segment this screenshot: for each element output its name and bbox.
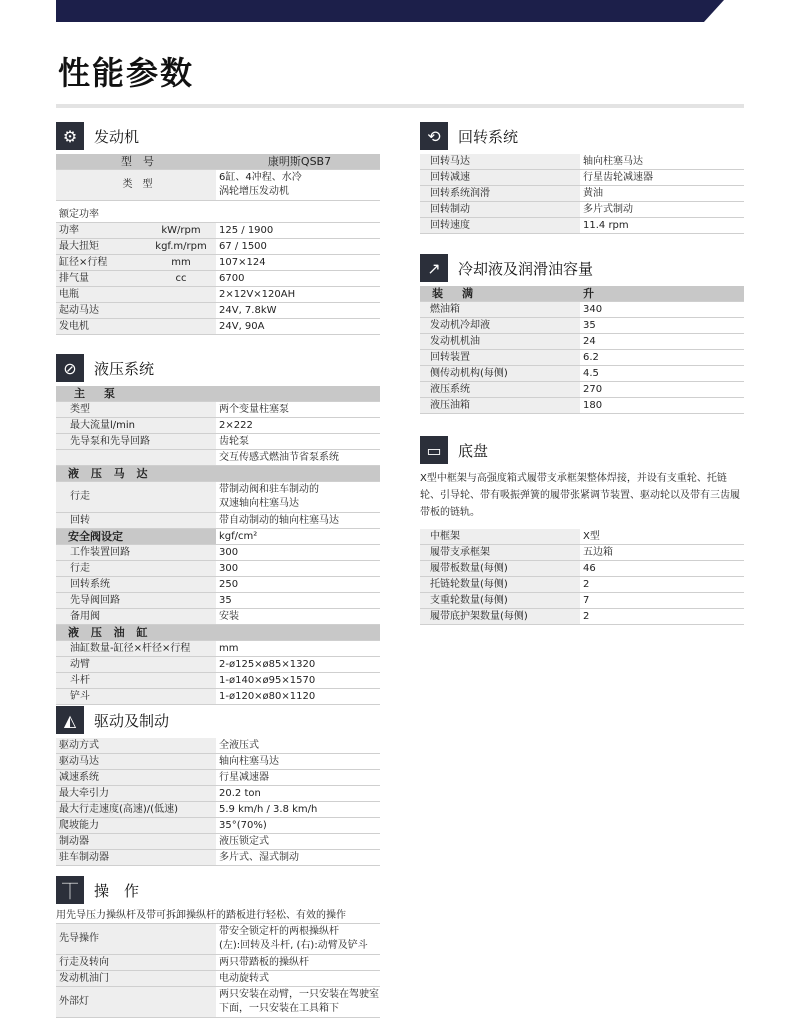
engine-section xyxy=(56,122,380,335)
row-label: 备用阀 xyxy=(70,610,100,622)
row-value: 125 / 1900 xyxy=(216,223,380,238)
row-value: 液压锁定式 xyxy=(216,834,380,849)
row-value: X型 xyxy=(580,529,744,544)
swing-row xyxy=(420,154,744,170)
row-value: 20.2 ton xyxy=(216,786,380,801)
swing-row xyxy=(420,218,744,234)
hydraulic-title: 液压系统 xyxy=(94,359,155,378)
undercarriage-row xyxy=(420,545,744,561)
row-label: 类型 xyxy=(70,403,90,415)
page-title: 性能参数 xyxy=(58,54,195,92)
cylinder-row xyxy=(56,641,380,657)
relief-row xyxy=(56,545,380,561)
row-label: 支重轮数量(每侧) xyxy=(430,594,508,606)
undercarriage-desc: X型中框架与高强度箱式履带支承框架整体焊接，并设有支重轮、托链轮、引导轮、带有吸振弹簧的履带张紧调节装置、驱动轮以及带有三齿履带板的链轨。 xyxy=(420,473,740,518)
row-value: 6.2 xyxy=(580,350,744,365)
row-label: 斗杆 xyxy=(70,674,90,686)
relief-row xyxy=(56,577,380,593)
cylinder-row xyxy=(56,657,380,673)
row-value: 24 xyxy=(580,334,744,349)
row-label: 侧传动机构(每侧) xyxy=(430,367,508,379)
engine-icon: ⚙ xyxy=(56,122,84,150)
drive-row xyxy=(56,770,380,786)
light-row: 外部灯 两只安装在动臂，一只安装在驾驶室 下面，一只安装在工具箱下 xyxy=(56,987,380,1018)
row-unit: kgf.m/rpm xyxy=(155,240,207,252)
capacity-row xyxy=(420,318,744,334)
pump-row xyxy=(56,434,380,450)
capacity-title: 冷却液及润滑油容量 xyxy=(458,259,594,278)
operation-section xyxy=(56,876,380,1018)
swing-motor-row: 回转 带自动制动的轴向柱塞马达 xyxy=(56,513,380,529)
row-label: 铲斗 xyxy=(70,690,90,702)
capacity-row xyxy=(420,350,744,366)
row-label: 油缸数量-缸径×杆径×行程 xyxy=(70,642,191,654)
throttle-row: 发动机油门 电动旋转式 xyxy=(56,971,380,987)
row-label: 最大行走速度(高速)/(低速) xyxy=(59,803,178,815)
row-value: 35 xyxy=(216,593,380,608)
relief-row xyxy=(56,561,380,577)
capacity-row xyxy=(420,398,744,414)
engine-title: 发动机 xyxy=(94,127,140,146)
row-value: 11.4 rpm xyxy=(580,218,744,233)
row-label: 液压油箱 xyxy=(430,399,470,411)
row-label: 发电机 xyxy=(59,320,89,332)
row-value: 2×12V×120AH xyxy=(216,287,380,302)
track-drive-icon: ◭ xyxy=(56,706,84,734)
travel-motor-row: 行走 带制动阀和驻车制动的 双速轴向柱塞马达 xyxy=(56,482,380,513)
pilot-row: 先导操作 带安全锁定杆的两根操纵杆 (左):回转及斗杆, (右):动臂及铲斗 xyxy=(56,924,380,955)
engine-row xyxy=(56,287,380,303)
engine-row xyxy=(56,319,380,335)
row-value: 67 / 1500 xyxy=(216,239,380,254)
row-label: 回转减速 xyxy=(430,171,470,183)
pump-row xyxy=(56,418,380,434)
row-value: 2 xyxy=(580,609,744,624)
swing-row xyxy=(420,202,744,218)
swing-section xyxy=(420,122,744,234)
row-value: 2-ø125×ø85×1320 xyxy=(216,657,380,672)
cylinder-heading: 液 压 油 缸 xyxy=(56,625,380,641)
row-value: 107×124 xyxy=(216,255,380,270)
row-label: 起动马达 xyxy=(59,304,99,316)
rotation-icon: ⟲ xyxy=(420,122,448,150)
row-value: 5.9 km/h / 3.8 km/h xyxy=(216,802,380,817)
row-value: 五边箱 xyxy=(580,545,744,560)
row-label: 减速系统 xyxy=(59,771,99,783)
row-value: 1-ø120×ø80×1120 xyxy=(216,689,380,704)
row-value: 多片式制动 xyxy=(580,202,744,217)
row-label: 功率 xyxy=(59,224,79,236)
row-unit: kW/rpm xyxy=(161,224,201,236)
drive-row xyxy=(56,786,380,802)
row-value: 轴向柱塞马达 xyxy=(216,754,380,769)
hydraulic-section xyxy=(56,354,380,705)
row-unit: mm xyxy=(171,256,191,268)
crawler-track-icon: ▭ xyxy=(420,436,448,464)
pump-row xyxy=(56,402,380,418)
engine-row xyxy=(56,255,380,271)
row-value: 2 xyxy=(580,577,744,592)
engine-type-row: 类 型 6缸、4冲程、水冷 涡轮增压发动机 xyxy=(56,170,380,201)
row-unit: cc xyxy=(175,272,187,284)
row-value: 多片式、湿式制动 xyxy=(216,850,380,865)
title-divider xyxy=(56,104,744,108)
drive-row xyxy=(56,802,380,818)
pump-row xyxy=(56,450,380,466)
relief-row xyxy=(56,593,380,609)
row-value: 轴向柱塞马达 xyxy=(580,154,744,169)
row-label: 驱动方式 xyxy=(59,739,99,751)
row-label: 动臂 xyxy=(70,658,90,670)
rated-power-label: 额定功率 xyxy=(56,207,380,223)
row-label: 回转装置 xyxy=(430,351,470,363)
relief-heading: 安全阀设定 kgf/cm² xyxy=(56,529,380,545)
row-value: 6700 xyxy=(216,271,380,286)
row-value: 250 xyxy=(216,577,380,592)
excavator-arm-icon: ↗ xyxy=(420,254,448,282)
row-value: 安装 xyxy=(216,609,380,624)
row-value: 7 xyxy=(580,593,744,608)
row-label: 中框架 xyxy=(430,530,460,542)
drive-row xyxy=(56,818,380,834)
row-label: 发动机机油 xyxy=(430,335,480,347)
engine-row xyxy=(56,303,380,319)
row-label: 履带支承框架 xyxy=(430,546,490,558)
row-label: 缸径×行程 xyxy=(59,256,108,268)
undercarriage-row xyxy=(420,609,744,625)
capacity-row xyxy=(420,382,744,398)
row-value: 300 xyxy=(216,561,380,576)
row-value: 黄油 xyxy=(580,186,744,201)
engine-model-row: 型 号 康明斯QSB7 xyxy=(56,154,380,170)
drive-row xyxy=(56,754,380,770)
row-value: 4.5 xyxy=(580,366,744,381)
row-label: 先导阀回路 xyxy=(70,594,120,606)
row-label: 驱动马达 xyxy=(59,755,99,767)
row-value: 300 xyxy=(216,545,380,560)
cylinder-row xyxy=(56,689,380,705)
undercarriage-row xyxy=(420,577,744,593)
row-value: 340 xyxy=(580,302,744,317)
row-value: 2×222 xyxy=(216,418,380,433)
undercarriage-title: 底盘 xyxy=(458,441,489,460)
row-label: 最大流量l/min xyxy=(70,419,136,431)
row-label: 回转制动 xyxy=(430,203,470,215)
row-label: 电瓶 xyxy=(59,288,79,300)
undercarriage-row xyxy=(420,529,744,545)
row-label: 制动器 xyxy=(59,835,89,847)
row-value: 行星减速器 xyxy=(216,770,380,785)
row-label: 最大扭矩 xyxy=(59,240,99,252)
row-label: 回转马达 xyxy=(430,155,470,167)
row-label: 履带底护架数量(每侧) xyxy=(430,610,528,622)
row-value: mm xyxy=(216,641,380,656)
row-value: 35°(70%) xyxy=(216,818,380,833)
motor-heading: 液 压 马 达 xyxy=(56,466,380,482)
row-value: 180 xyxy=(580,398,744,413)
row-value: 行星齿轮减速器 xyxy=(580,170,744,185)
row-label: 驻车制动器 xyxy=(59,851,109,863)
row-label: 行走 xyxy=(70,562,90,574)
row-value: 24V, 7.8kW xyxy=(216,303,380,318)
engine-row xyxy=(56,239,380,255)
drive-row xyxy=(56,834,380,850)
capacity-head: 装 满 升 xyxy=(420,286,744,302)
row-label: 发动机冷却液 xyxy=(430,319,490,331)
drive-row xyxy=(56,738,380,754)
capacity-section xyxy=(420,254,744,414)
row-value: 35 xyxy=(580,318,744,333)
main-pump-heading: 主 泵 xyxy=(56,386,380,402)
row-value: 270 xyxy=(580,382,744,397)
row-label: 工作装置回路 xyxy=(70,546,130,558)
row-label: 回转速度 xyxy=(430,219,470,231)
row-label: 先导泵和先导回路 xyxy=(70,435,150,447)
capacity-row xyxy=(420,302,744,318)
drive-section xyxy=(56,706,380,866)
row-label: 托链轮数量(每侧) xyxy=(430,578,508,590)
row-value: 1-ø140×ø95×1570 xyxy=(216,673,380,688)
undercarriage-row xyxy=(420,561,744,577)
drive-title: 驱动及制动 xyxy=(94,711,170,730)
row-value: 全液压式 xyxy=(216,738,380,753)
row-value: 齿轮泵 xyxy=(216,434,380,449)
row-value: 交互传感式燃油节省泵系统 xyxy=(216,450,380,465)
gauge-icon: ⊘ xyxy=(56,354,84,382)
capacity-row xyxy=(420,334,744,350)
swing-row xyxy=(420,186,744,202)
operation-intro: 用先导压力操纵杆及带可拆卸操纵杆的踏板进行轻松、有效的操作 xyxy=(56,908,380,924)
undercarriage-section xyxy=(420,436,744,625)
row-value: 两个变量柱塞泵 xyxy=(216,402,380,417)
joystick-icon: ⏉ xyxy=(56,876,84,904)
engine-row xyxy=(56,271,380,287)
row-label: 履带板数量(每侧) xyxy=(430,562,508,574)
row-value: 46 xyxy=(580,561,744,576)
relief-row xyxy=(56,609,380,625)
row-label: 排气量 xyxy=(59,272,89,284)
row-label: 回转系统润滑 xyxy=(430,187,490,199)
travel-steer-row: 行走及转向 两只带踏板的操纵杆 xyxy=(56,955,380,971)
operation-title: 操 作 xyxy=(94,881,140,900)
row-label: 最大牵引力 xyxy=(59,787,109,799)
row-label: 爬坡能力 xyxy=(59,819,99,831)
top-banner xyxy=(56,0,724,22)
undercarriage-row xyxy=(420,593,744,609)
engine-row xyxy=(56,223,380,239)
swing-row xyxy=(420,170,744,186)
swing-title: 回转系统 xyxy=(458,127,519,146)
cylinder-row xyxy=(56,673,380,689)
row-label: 液压系统 xyxy=(430,383,470,395)
capacity-row xyxy=(420,366,744,382)
row-label: 回转系统 xyxy=(70,578,110,590)
row-label: 燃油箱 xyxy=(430,303,460,315)
drive-row xyxy=(56,850,380,866)
row-value: 24V, 90A xyxy=(216,319,380,334)
